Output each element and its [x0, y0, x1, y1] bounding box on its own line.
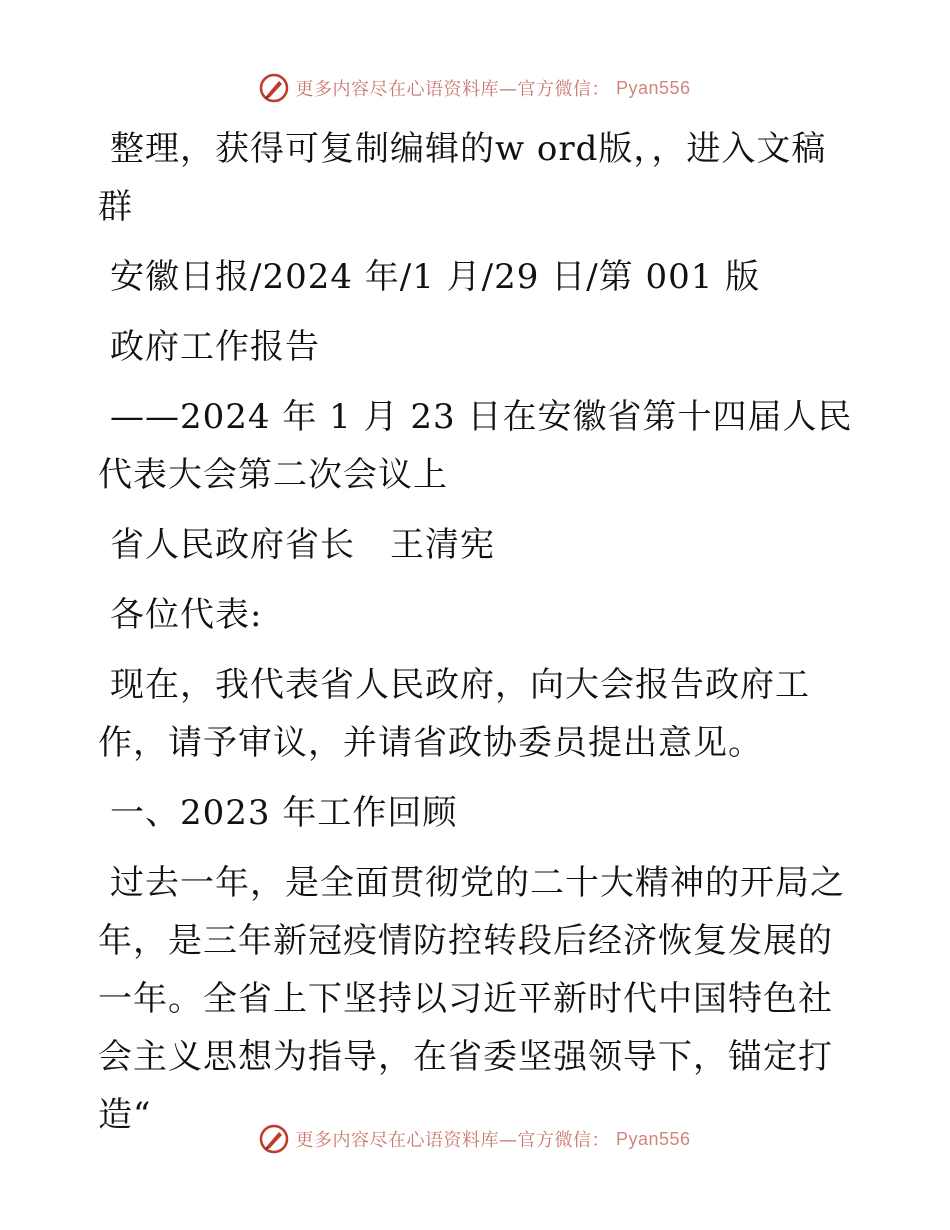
- watermark-footer: [0, 1124, 950, 1154]
- paragraph-intro: 整理，获得可复制编辑的w ord版，，进入文稿群: [98, 129, 827, 227]
- document-author: 省人民政府省长 王清宪: [110, 525, 495, 565]
- document-body: [98, 120, 858, 1156]
- watermark-text: 更多内容尽在心语资料库—官方微信：: [295, 79, 610, 100]
- paragraph-review: 过去一年，是全面贯彻党的二十大精神的开局之年，是三年新冠疫情防控转段后经济恢复发展的一年。全省上下坚持以习近平新时代中国特色社会主义思想为指导，在省委坚强领导下，锚定打造“: [98, 863, 845, 1135]
- pen-logo-icon: [259, 73, 289, 103]
- section-heading: 一、2023 年工作回顾: [110, 793, 458, 833]
- watermark-id: Pyan556: [615, 1128, 691, 1149]
- watermark-id: Pyan556: [615, 77, 691, 98]
- paragraph-opening: 现在，我代表省人民政府，向大会报告政府工作，请予审议，并请省政协委员提出意见。: [98, 665, 810, 763]
- pen-logo-icon: [259, 1124, 289, 1154]
- paragraph-source: 安徽日报/2024 年/1 月/29 日/第 001 版: [110, 257, 761, 297]
- document-title: 政府工作报告: [110, 327, 320, 367]
- watermark-header: [0, 73, 950, 103]
- salutation: 各位代表:: [110, 595, 263, 635]
- document-subtitle: ——2024 年 1 月 23 日在安徽省第十四届人民代表大会第二次会议上: [98, 397, 853, 495]
- watermark-text: 更多内容尽在心语资料库—官方微信：: [295, 1130, 610, 1151]
